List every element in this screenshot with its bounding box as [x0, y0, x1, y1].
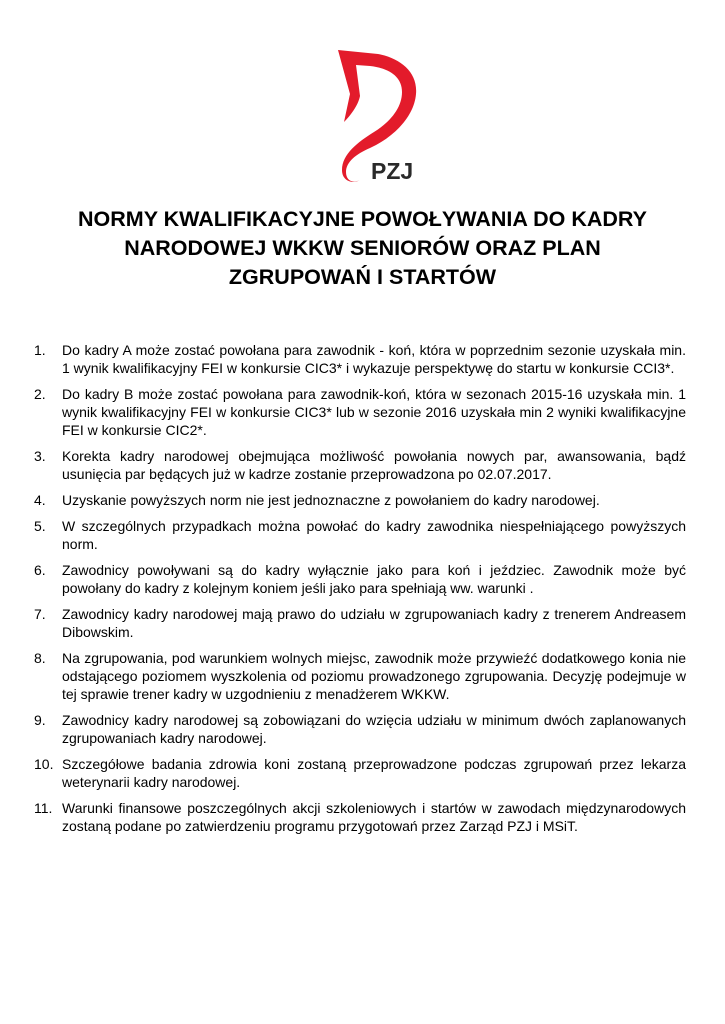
list-item: [34, 649, 686, 703]
item-number: 10.: [34, 756, 54, 772]
list-item: [34, 605, 686, 641]
item-number: 11.: [34, 800, 53, 816]
item-number: 4.: [34, 492, 46, 508]
item-text: Warunki finansowe poszczególnych akcji szkoleniowych i startów w zawodach międzynarodowych zostaną podane po zatwierdzeniu programu przygotowań przez Zarząd PZJ i MSiT.: [62, 800, 686, 834]
list-item: [34, 755, 686, 791]
item-text: Do kadry B może zostać powołana para zawodnik-koń, która w sezonach 2015-16 uzyskała min. 1 wynik kwalifikacyjny FEI w konkursie CIC3* lub w sezonie 2016 uzyskała min 2 wyniki kwalifikacyjne FEI w konkursie CIC2*.: [62, 386, 686, 438]
page-title: [20, 205, 705, 292]
item-number: 8.: [34, 650, 46, 666]
title-line-2: NARODOWEJ WKKW SENIORÓW ORAZ PLAN: [124, 236, 601, 260]
item-number: 2.: [34, 386, 46, 402]
item-text: Zawodnicy kadry narodowej są zobowiązani do wzięcia udziału w minimum dwóch zaplanowanych zgrupowaniach kadry narodowej.: [62, 712, 686, 746]
list-item: [34, 385, 686, 439]
title-line-1: NORMY KWALIFIKACYJNE POWOŁYWANIA DO KADRY: [78, 207, 647, 231]
item-number: 6.: [34, 562, 46, 578]
item-number: 3.: [34, 448, 46, 464]
item-text: Uzyskanie powyższych norm nie jest jednoznaczne z powołaniem do kadry narodowej.: [62, 492, 600, 508]
list-item: [34, 561, 686, 597]
logo-text: PZJ: [371, 158, 414, 184]
title-line-3: ZGRUPOWAŃ I STARTÓW: [228, 265, 497, 289]
item-number: 7.: [34, 606, 46, 622]
requirements-list: [34, 341, 686, 843]
list-item: [34, 341, 686, 377]
list-item: [34, 491, 686, 509]
list-item: [34, 711, 686, 747]
item-number: 1.: [34, 342, 46, 358]
item-text: Zawodnicy powoływani są do kadry wyłącznie jako para koń i jeździec. Zawodnik może być powołany do kadry z kolejnym koniem jeśli jako para spełniają ww. warunki .: [62, 562, 686, 596]
item-number: 9.: [34, 712, 46, 728]
item-text: W szczególnych przypadkach można powołać do kadry zawodnika niespełniającego powyższych norm.: [62, 518, 686, 552]
item-text: Na zgrupowania, pod warunkiem wolnych miejsc, zawodnik może przywieźć dodatkowego konia nie odstającego poziomem wyszkolenia od poziomu prowadzonego zgrupowania. Decyzję podejmuje w tej sprawie trener kadry w uzgodnieniu z menadżerem WKKW.: [62, 650, 686, 702]
list-item: [34, 517, 686, 553]
item-text: Do kadry A może zostać powołana para zawodnik - koń, która w poprzednim sezonie uzyskała min. 1 wynik kwalifikacyjny FEI w konkursie CIC3* i wykazuje perspektywę do startu w konkursie CCI3*.: [62, 342, 686, 376]
item-number: 5.: [34, 518, 46, 534]
item-text: Szczegółowe badania zdrowia koni zostaną przeprowadzone podczas zgrupowań przez lekarza weterynarii kadry narodowej.: [62, 756, 686, 790]
item-text: Korekta kadry narodowej obejmująca możliwość powołania nowych par, awansowania, bądź usunięcia par będących już w kadrze zostanie przeprowadzona po 02.07.2017.: [62, 448, 686, 482]
item-text: Zawodnicy kadry narodowej mają prawo do udziału w zgrupowaniach kadry z trenerem Andreasem Dibowskim.: [62, 606, 686, 640]
list-item: [34, 799, 686, 835]
list-item: [34, 447, 686, 483]
